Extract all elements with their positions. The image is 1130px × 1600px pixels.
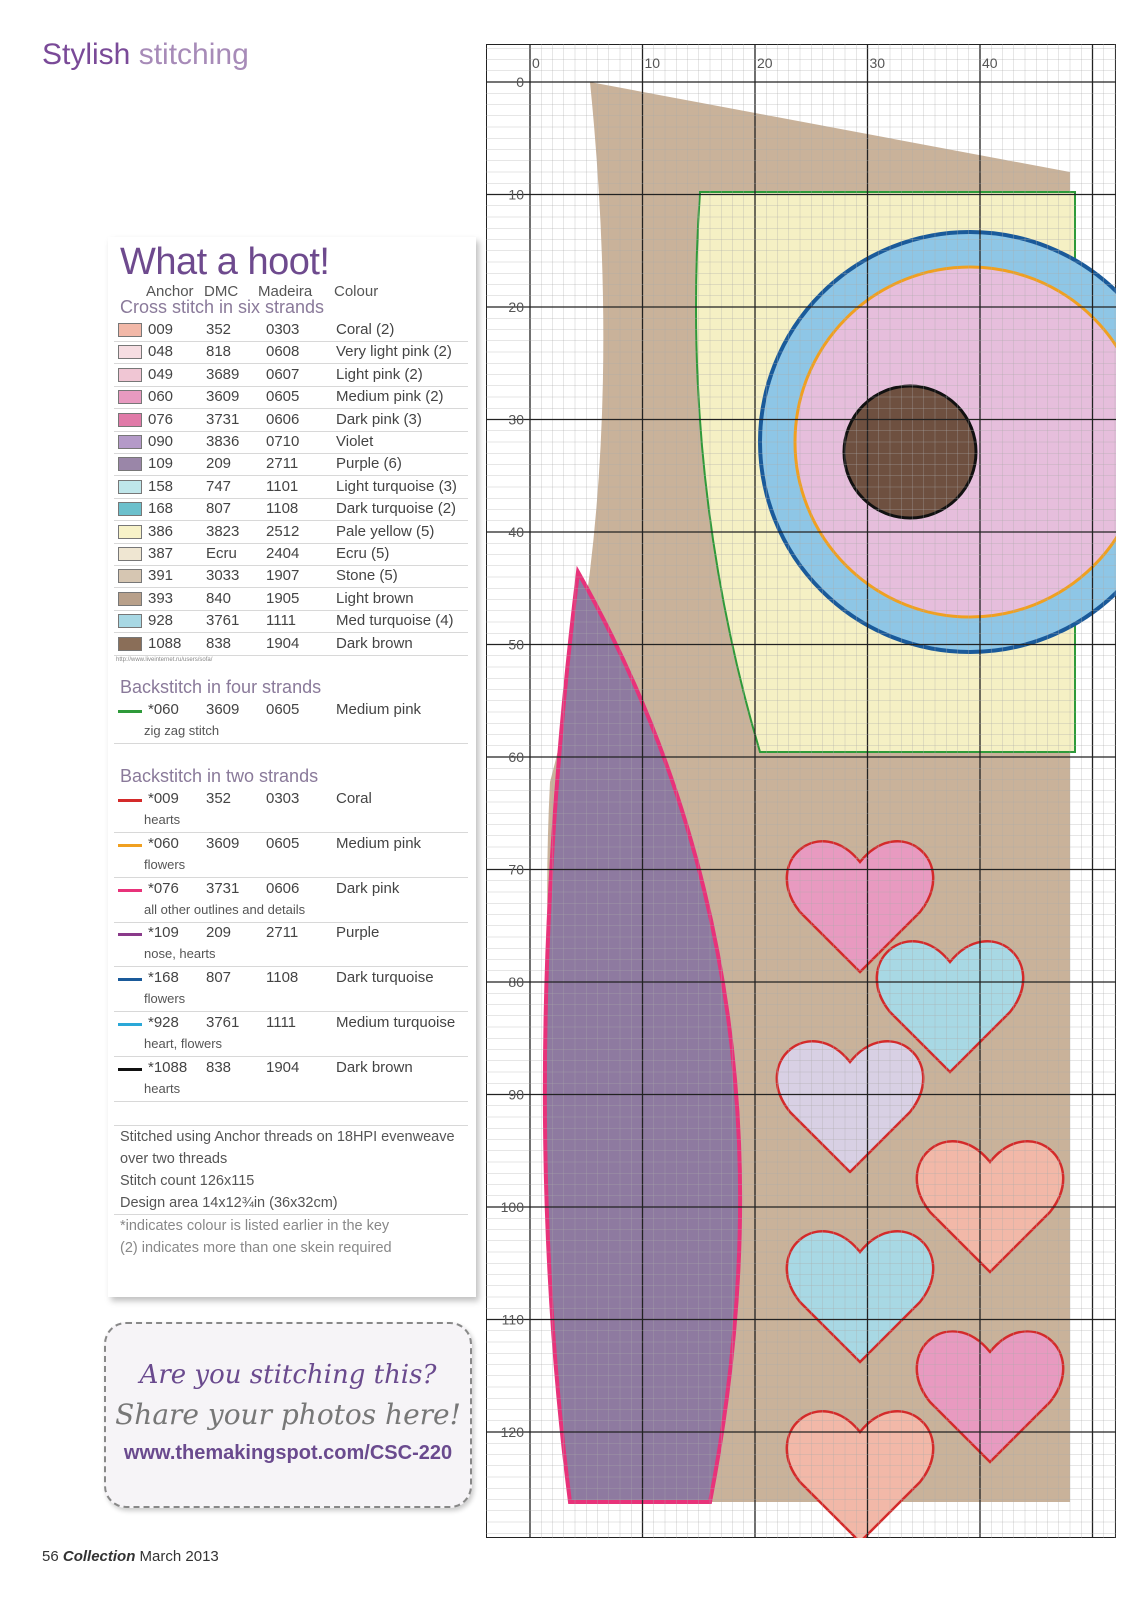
column-dmc: DMC — [204, 283, 239, 300]
axis-label-left: 60 — [508, 749, 524, 765]
key-madeira: 1101 — [266, 477, 299, 495]
axis-label-top: 40 — [982, 55, 998, 71]
key-dmc: 3689 — [206, 365, 240, 383]
backstitch-colour: Dark pink — [336, 879, 400, 897]
key-row — [114, 364, 468, 387]
backstitch-madeira: 0303 — [266, 790, 300, 807]
magazine-name: Collection — [62, 1548, 136, 1565]
key-dmc: 807 — [206, 500, 232, 518]
key-dmc: 3761 — [206, 612, 240, 630]
backstitch-row — [114, 1057, 468, 1102]
backstitch-colour: Purple — [336, 924, 380, 942]
backstitch-madeira: 0606 — [266, 879, 300, 897]
colour-swatch — [118, 345, 142, 359]
backstitch-anchor: *168 — [148, 969, 179, 987]
colour-swatch — [118, 457, 142, 471]
backstitch-colour: Dark brown — [336, 1058, 413, 1076]
backstitch-madeira: 0605 — [266, 701, 300, 718]
key-anchor: 393 — [148, 589, 174, 607]
key-row — [114, 543, 468, 566]
axis-label-top: 10 — [644, 55, 661, 71]
backstitch-madeira: 1111 — [266, 1014, 297, 1031]
axis-label-top: 20 — [757, 55, 773, 71]
key-dmc: 818 — [206, 343, 232, 361]
key-dmc: Ecru — [206, 545, 237, 562]
backstitch-anchor: *009 — [148, 790, 179, 807]
backstitch-line-swatch — [118, 1023, 142, 1026]
backstitch-anchor: *109 — [148, 924, 179, 942]
backstitch-line-swatch — [118, 978, 142, 981]
axis-label-top: 30 — [869, 55, 886, 71]
backstitch-dmc: 838 — [206, 1058, 232, 1076]
key-title: What a hoot! — [120, 241, 330, 283]
key-anchor: 049 — [148, 365, 174, 383]
backstitch-anchor: *060 — [148, 834, 179, 852]
key-colour: Purple (6) — [336, 455, 402, 473]
key-anchor: 060 — [148, 388, 174, 406]
backstitch-two-heading: Backstitch in two strands — [120, 766, 319, 786]
key-anchor: 048 — [148, 343, 174, 361]
key-madeira: 0606 — [266, 410, 300, 428]
backstitch-madeira: 2711 — [266, 924, 299, 942]
backstitch-dmc: 3609 — [206, 834, 240, 852]
cross-stitch-heading: Cross stitch in six strands — [120, 297, 325, 317]
key-colour: Dark turquoise (2) — [336, 500, 457, 518]
key-madeira: 0303 — [266, 321, 300, 338]
cross-stitch-chart — [486, 44, 1116, 1543]
chart-grid — [486, 44, 1116, 1538]
key-madeira: 1904 — [266, 634, 300, 652]
key-row — [114, 476, 468, 499]
share-banner — [104, 1322, 472, 1508]
banner-question: Are you stitching this? — [139, 1360, 437, 1390]
key-madeira: 2512 — [266, 522, 300, 540]
key-dmc: 352 — [206, 321, 232, 338]
banner-share: Share your photos here! — [115, 1398, 461, 1431]
key-madeira: 0605 — [266, 388, 300, 406]
column-colour: Colour — [334, 283, 379, 300]
key-anchor: 009 — [148, 321, 174, 338]
backstitch-colour: Dark turquoise — [336, 969, 434, 987]
colour-swatch — [118, 323, 142, 337]
issue-date: March 2013 — [139, 1548, 219, 1565]
note-threads: over two threads — [120, 1151, 228, 1167]
key-row — [114, 521, 468, 544]
key-colour: Violet — [336, 433, 374, 450]
backstitch-row — [114, 699, 468, 744]
key-row — [114, 386, 468, 409]
backstitch-colour: Medium pink — [336, 834, 422, 852]
backstitch-dmc: 3761 — [206, 1014, 240, 1031]
key-anchor: 109 — [148, 455, 174, 473]
key-colour: Coral (2) — [336, 321, 395, 338]
header-bold: Stylish — [42, 38, 131, 71]
note-stitch-count: Stitch count 126x115 — [120, 1173, 255, 1189]
backstitch-anchor: *076 — [148, 879, 179, 897]
backstitch-note: flowers — [144, 991, 186, 1007]
colour-swatch — [118, 569, 142, 583]
axis-label-left: 50 — [508, 636, 524, 653]
colour-swatch — [118, 637, 142, 651]
key-row — [114, 431, 468, 454]
backstitch-dmc: 807 — [206, 969, 232, 987]
key-colour: Light turquoise (3) — [336, 477, 457, 495]
colour-swatch — [118, 614, 142, 628]
colour-swatch — [118, 592, 142, 606]
key-colour: Medium pink (2) — [336, 388, 444, 406]
note-fabric: Stitched using Anchor threads on 18HPI evenweave — [114, 1125, 468, 1148]
backstitch-madeira: 1904 — [266, 1058, 300, 1076]
key-row — [114, 610, 468, 633]
key-row — [114, 588, 468, 611]
column-madeira: Madeira — [258, 283, 313, 300]
backstitch-madeira: 1108 — [266, 969, 299, 987]
key-colour: Med turquoise (4) — [336, 612, 454, 630]
key-row — [114, 341, 468, 364]
key-anchor: 386 — [148, 522, 174, 540]
stitch-notes — [114, 1125, 468, 1259]
page-footer — [42, 1548, 219, 1565]
axis-label-left: 110 — [501, 1311, 524, 1328]
colour-swatch — [118, 525, 142, 539]
backstitch-colour: Medium turquoise — [336, 1014, 456, 1031]
backstitch-row — [114, 922, 468, 967]
key-colour: Pale yellow (5) — [336, 522, 435, 540]
key-anchor: 090 — [148, 433, 174, 450]
backstitch-anchor: *060 — [148, 701, 179, 718]
backstitch-row — [114, 878, 468, 923]
key-madeira: 1108 — [266, 500, 299, 518]
key-colour: Dark pink (3) — [336, 410, 422, 428]
backstitch-note: zig zag stitch — [144, 723, 220, 738]
key-madeira: 1111 — [266, 612, 297, 630]
backstitch-row — [114, 788, 468, 833]
source-url: http://www.liveinternet.ru/users/sofa/ — [116, 657, 213, 663]
key-madeira: 2711 — [266, 455, 299, 473]
backstitch-line-swatch — [118, 844, 142, 847]
axis-label-top: 0 — [532, 55, 540, 71]
key-row — [114, 409, 468, 432]
key-madeira: 0710 — [266, 433, 300, 450]
key-row — [114, 633, 468, 656]
colour-swatch — [118, 413, 142, 427]
backstitch-line-swatch — [118, 1068, 142, 1071]
backstitch-anchor: *928 — [148, 1014, 179, 1031]
backstitch-four-heading: Backstitch in four strands — [120, 677, 322, 697]
axis-label-left: 10 — [508, 186, 524, 203]
colour-swatch — [118, 435, 142, 449]
key-colour: Stone (5) — [336, 567, 398, 585]
header-light: stitching — [138, 38, 249, 71]
backstitch-anchor: *1088 — [148, 1058, 188, 1076]
key-anchor: 928 — [148, 612, 174, 630]
note-design-area: Design area 14x12¾in (36x32cm) — [120, 1195, 338, 1211]
key-dmc: 3033 — [206, 567, 240, 585]
backstitch-row — [114, 833, 468, 878]
backstitch-note: flowers — [144, 856, 186, 872]
key-dmc: 747 — [206, 477, 232, 495]
key-colour: Very light pink (2) — [336, 343, 452, 361]
backstitch-line-swatch — [118, 933, 142, 936]
backstitch-note: hearts — [144, 812, 181, 827]
backstitch-line-swatch — [118, 799, 142, 802]
note-asterisk: *indicates colour is listed earlier in the key — [114, 1214, 468, 1237]
colour-swatch — [118, 547, 142, 561]
backstitch-row — [114, 967, 468, 1012]
key-anchor: 387 — [148, 545, 174, 562]
colour-swatch — [118, 390, 142, 404]
key-madeira: 1905 — [266, 589, 300, 607]
key-colour: Ecru (5) — [336, 545, 390, 562]
key-madeira: 1907 — [266, 567, 300, 585]
colour-swatch — [118, 502, 142, 516]
backstitch-colour: Medium pink — [336, 701, 422, 718]
key-row — [114, 453, 468, 476]
backstitch-note: all other outlines and details — [144, 901, 306, 917]
colour-swatch — [118, 480, 142, 494]
key-madeira: 0608 — [266, 343, 300, 361]
backstitch-dmc: 3609 — [206, 701, 240, 718]
backstitch-row — [114, 1012, 468, 1057]
axis-label-left: 40 — [508, 524, 524, 540]
axis-label-left: 90 — [508, 1086, 524, 1103]
key-row — [114, 319, 468, 342]
colour-key-panel — [108, 237, 476, 1297]
page-number: 56 — [42, 1548, 59, 1565]
axis-label-left: 100 — [500, 1199, 524, 1215]
page-header — [42, 38, 249, 72]
key-dmc: 838 — [206, 634, 232, 652]
column-anchor: Anchor — [146, 283, 194, 300]
colour-swatch — [118, 368, 142, 382]
key-colour: Light brown — [336, 589, 414, 607]
backstitch-line-swatch — [118, 889, 142, 892]
key-dmc: 3731 — [206, 410, 240, 428]
backstitch-colour: Coral — [336, 790, 372, 807]
axis-label-left: 120 — [500, 1424, 524, 1440]
key-anchor: 168 — [148, 500, 174, 518]
key-anchor: 391 — [148, 567, 174, 585]
backstitch-dmc: 209 — [206, 924, 232, 942]
key-colour: Dark brown — [336, 634, 413, 652]
key-madeira: 2404 — [266, 545, 300, 562]
axis-label-left: 70 — [508, 861, 524, 878]
backstitch-note: heart, flowers — [144, 1036, 223, 1051]
backstitch-line-swatch — [118, 710, 142, 713]
axis-label-left: 30 — [508, 411, 524, 428]
key-anchor: 158 — [148, 477, 174, 495]
axis-label-left: 0 — [516, 74, 524, 90]
backstitch-dmc: 352 — [206, 790, 232, 807]
key-anchor: 1088 — [148, 634, 182, 652]
backstitch-note: nose, hearts — [144, 946, 216, 962]
backstitch-madeira: 0605 — [266, 834, 300, 852]
banner-link[interactable]: www.themakingspot.com/CSC-220 — [123, 1442, 453, 1464]
backstitch-note: hearts — [144, 1080, 181, 1096]
note-skein: (2) indicates more than one skein required — [120, 1240, 392, 1256]
key-madeira: 0607 — [266, 365, 300, 383]
axis-label-left: 20 — [508, 299, 524, 315]
key-dmc: 3823 — [206, 522, 240, 540]
axis-label-left: 80 — [508, 974, 524, 990]
key-dmc: 840 — [206, 589, 232, 607]
key-colour: Light pink (2) — [336, 365, 423, 383]
key-dmc: 209 — [206, 455, 232, 473]
backstitch-dmc: 3731 — [206, 879, 240, 897]
key-dmc: 3609 — [206, 388, 240, 406]
key-row — [114, 565, 468, 588]
key-anchor: 076 — [148, 410, 174, 428]
key-dmc: 3836 — [206, 433, 240, 450]
key-row — [114, 498, 468, 521]
